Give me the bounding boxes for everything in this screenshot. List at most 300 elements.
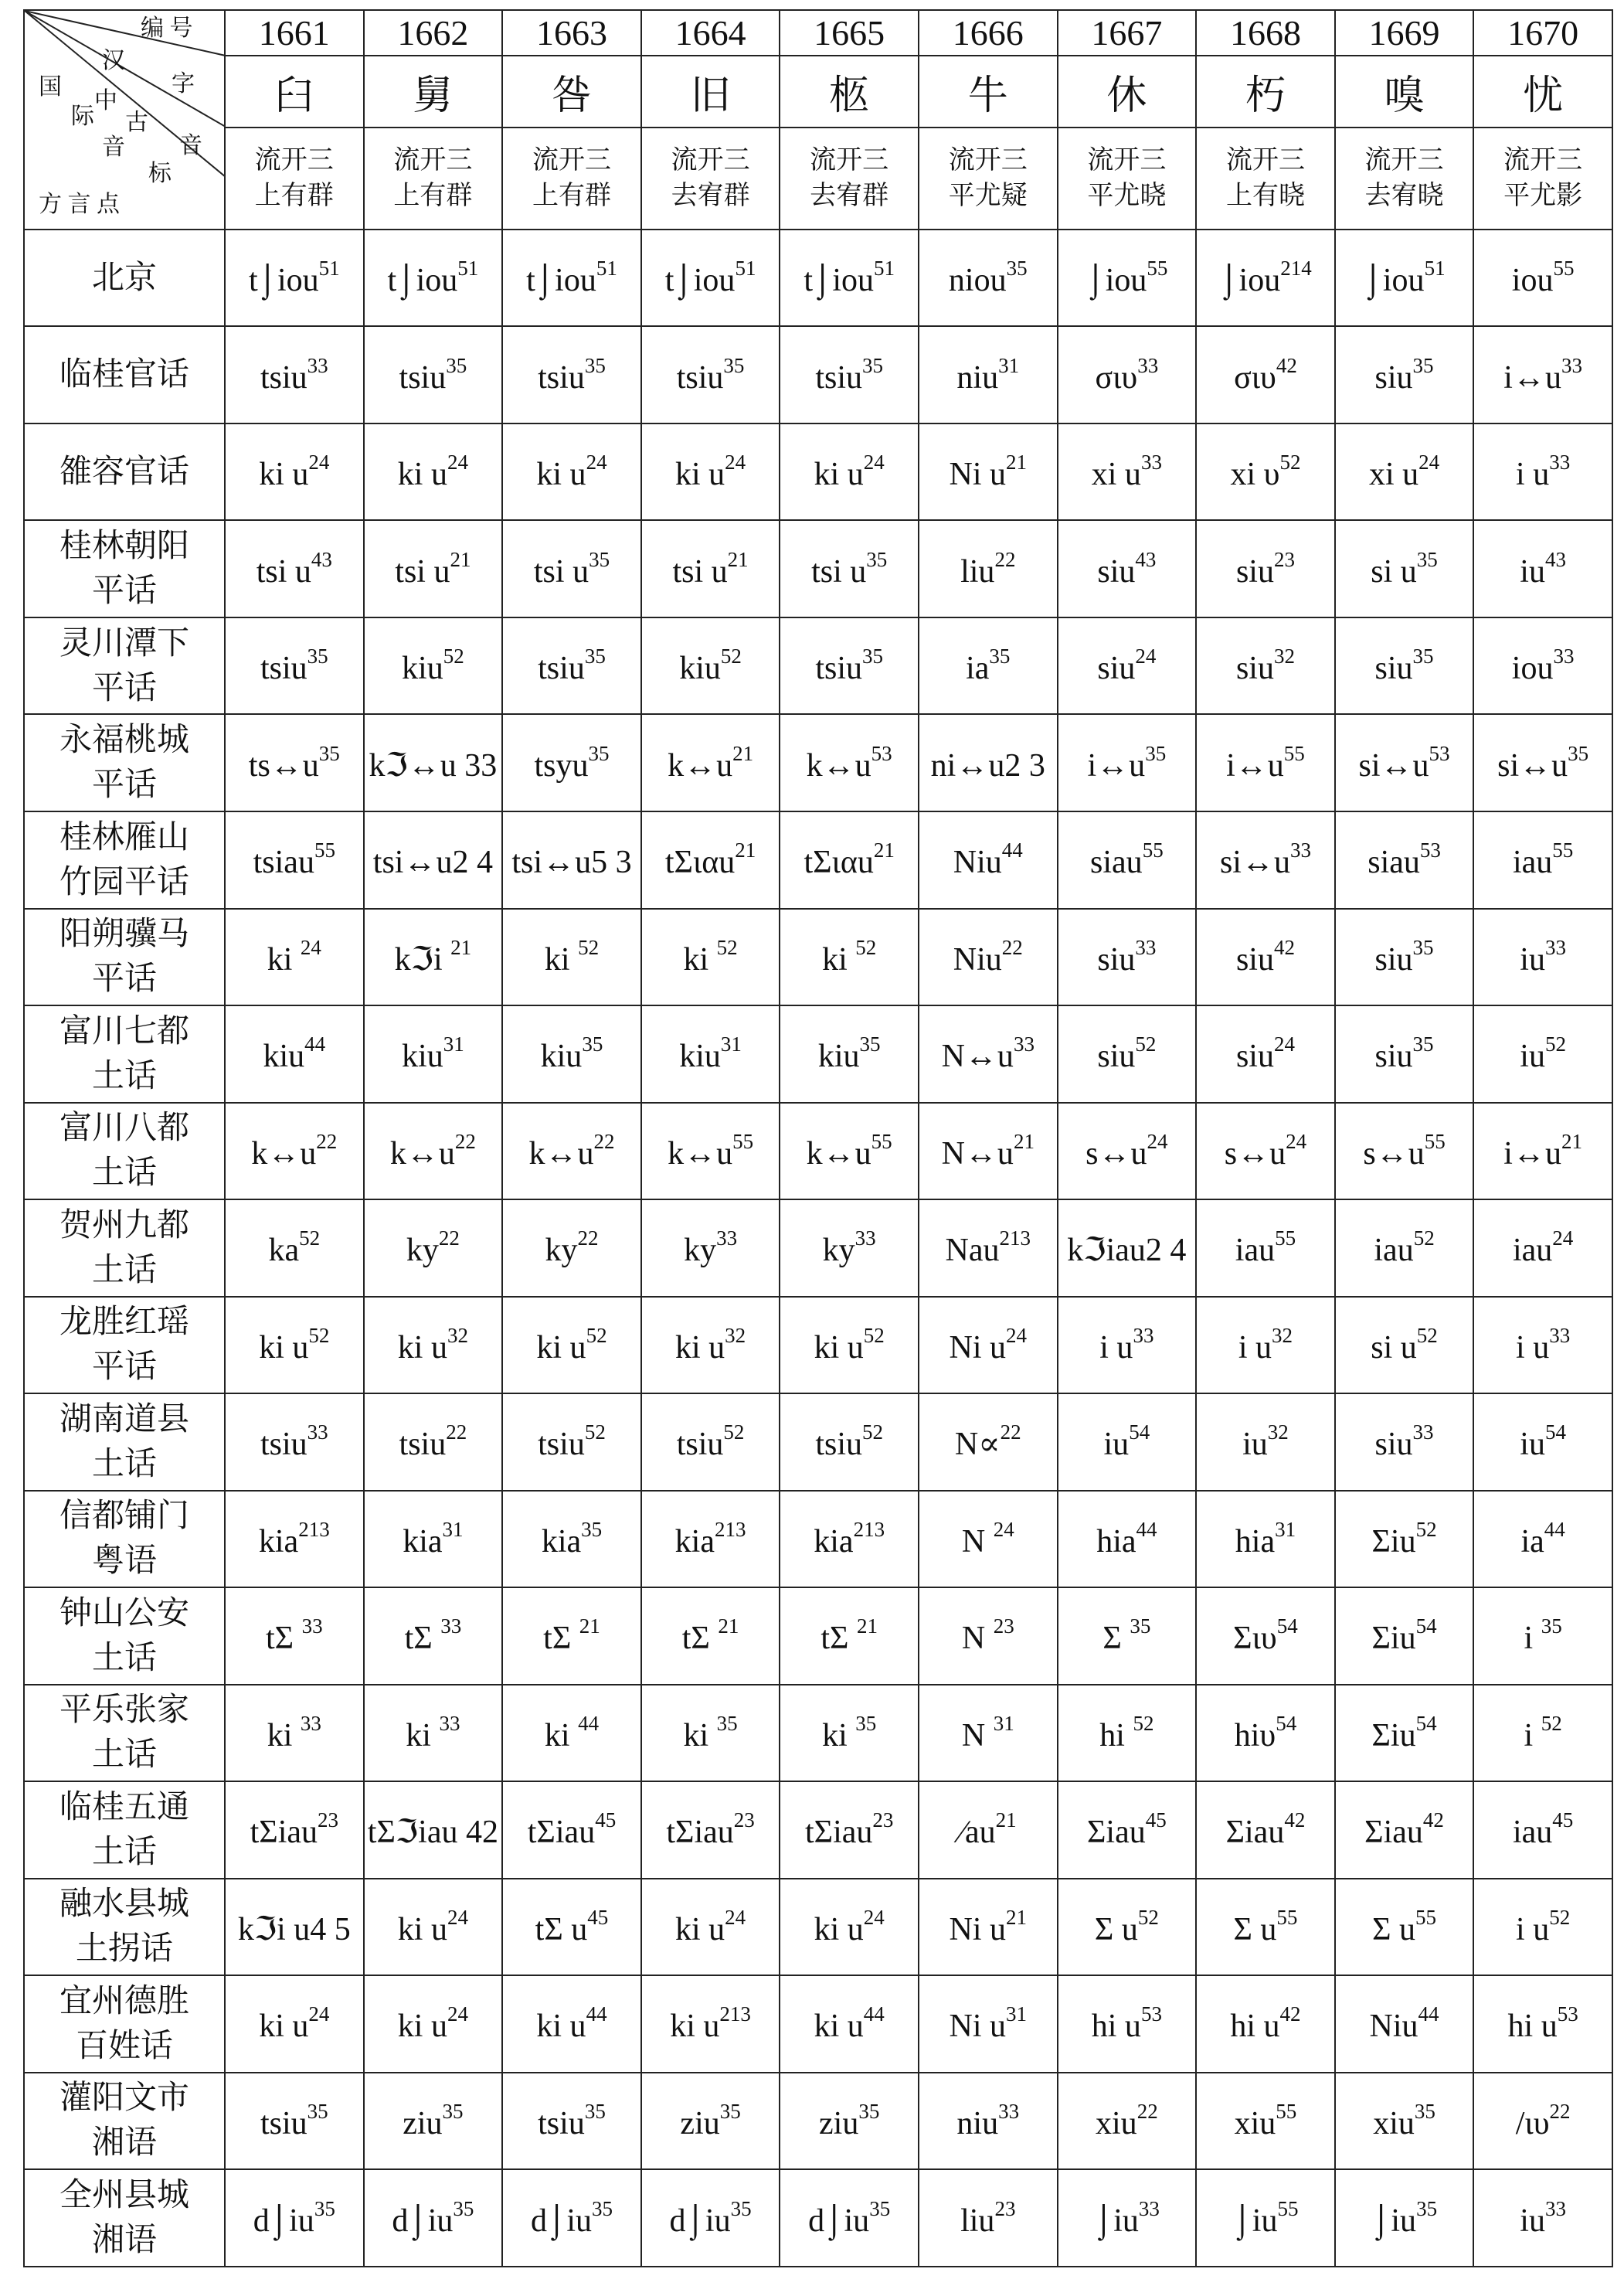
pronunciation-cell (502, 909, 641, 1006)
dialect-comparison-table (23, 9, 1613, 2267)
ipa-transcription: Σιυ (1233, 1621, 1277, 1657)
tone-value: 52 (1415, 1517, 1437, 1541)
pronunciation-cell (364, 1975, 503, 2073)
tone-value: 24 (1147, 1129, 1168, 1153)
table-row (24, 1491, 1612, 1588)
pronunciation-cell (1196, 1975, 1335, 2073)
ipa-transcription: ki u (259, 1329, 309, 1366)
tone-value: 23 (994, 2196, 1016, 2220)
pronunciation-cell (225, 1297, 364, 1394)
tone-value: 21 (450, 547, 471, 571)
tone-value: 53 (1419, 838, 1441, 862)
pronunciation-cell (780, 423, 919, 521)
ipa-transcription: tsiu (815, 1427, 863, 1463)
dialect-place-line: 土话 (91, 1155, 157, 1192)
ipa-transcription: ky (406, 1233, 439, 1269)
tone-value: 35 (592, 2196, 613, 2220)
pronunciation-cell (1196, 2073, 1335, 2170)
ipa-transcription: hia (1235, 1523, 1276, 1560)
ipa-transcription: xiu (1096, 2105, 1137, 2141)
tone-value: 33 (307, 1420, 328, 1444)
tone-value: 22 (593, 1129, 615, 1153)
tone-value: 23 (993, 1614, 1014, 1638)
ipa-transcription: tsiu (538, 651, 585, 687)
pronunciation-cell (1196, 1297, 1335, 1394)
pronunciation-cell (919, 1975, 1058, 2073)
pronunciation-cell (641, 1393, 780, 1491)
ipa-transcription: tsiu (260, 1427, 307, 1463)
ipa-transcription: siau (1090, 845, 1143, 881)
ipa-transcription: tsi u (672, 553, 728, 590)
tone-value: 44 (586, 2002, 607, 2026)
column-number: 1661 (225, 10, 364, 56)
character-row (24, 56, 1612, 128)
ipa-transcription: xi u (1368, 457, 1419, 493)
table-row (24, 520, 1612, 617)
pronunciation-cell (1335, 326, 1474, 423)
ipa-transcription: Niu (953, 941, 1002, 978)
pronunciation-cell (225, 2073, 364, 2170)
tone-value: 55 (1553, 257, 1575, 281)
tone-value: 33 (1013, 1032, 1035, 1056)
tone-value: 33 (1135, 935, 1157, 959)
dialect-place-line: 桂林朝阳 (59, 529, 189, 565)
pronunciation-cell (1058, 811, 1197, 909)
tone-value: 24 (993, 1517, 1014, 1541)
pronunciation-cell (641, 617, 780, 715)
ipa-transcription: i↔u (1503, 1135, 1561, 1172)
column-category (1196, 128, 1335, 230)
tone-value: 31 (442, 1517, 464, 1541)
ipa-transcription: s↔u (1363, 1135, 1425, 1172)
pronunciation-cell (1335, 1587, 1474, 1685)
pronunciation-cell (780, 1393, 919, 1491)
pronunciation-cell (780, 2073, 919, 2170)
pronunciation-cell (225, 617, 364, 715)
ipa-transcription: siu (1235, 651, 1274, 687)
column-character: 臼 (225, 56, 364, 128)
ipa-transcription: i u (1516, 1329, 1550, 1366)
ipa-transcription: liu (960, 2202, 995, 2239)
pronunciation-cell (1196, 1005, 1335, 1103)
ipa-transcription: ki u (259, 457, 309, 493)
tone-value: 35 (589, 547, 610, 571)
ipa-transcription: iu (1520, 1039, 1545, 1075)
category-line-1: 流开三 (1087, 145, 1167, 175)
dialect-place-line: 粤语 (91, 1543, 157, 1580)
table-row (24, 1199, 1612, 1297)
category-line-2: 平尤疑 (948, 181, 1028, 210)
pronunciation-cell (641, 714, 780, 811)
category-line-1: 流开三 (1225, 145, 1305, 175)
pronunciation-cell (1058, 1879, 1197, 1976)
ipa-transcription: ziu (403, 2105, 443, 2141)
ipa-transcription: si↔u (1358, 747, 1429, 784)
tone-value: 35 (723, 353, 745, 377)
pronunciation-cell (1473, 423, 1612, 521)
tone-value: 35 (858, 2099, 880, 2123)
ipa-transcription: Niu (1369, 2009, 1418, 2045)
tone-value: 52 (863, 1323, 885, 1347)
ipa-transcription: niu (956, 2105, 999, 2141)
tone-value: 22 (577, 1226, 599, 1250)
pronunciation-cell (641, 230, 780, 327)
tone-value: 52 (308, 1323, 330, 1347)
pronunciation-cell (364, 1587, 503, 1685)
tone-value: 24 (447, 1905, 468, 1929)
dialect-place-line: 土话 (91, 1737, 157, 1774)
pronunciation-cell (364, 714, 503, 811)
tone-value: 31 (720, 1032, 742, 1056)
pronunciation-cell (780, 1199, 919, 1297)
column-number: 1664 (641, 10, 780, 56)
pronunciation-cell (780, 230, 919, 327)
pronunciation-cell (780, 714, 919, 811)
tone-value: 32 (725, 1323, 746, 1347)
ipa-transcription: tsiu (399, 359, 447, 396)
dialect-place-cell (24, 2169, 225, 2267)
pronunciation-cell (1473, 1491, 1612, 1588)
dialect-place-cell (24, 1005, 225, 1103)
tone-value: 55 (871, 1129, 892, 1153)
tone-value: 51 (874, 257, 895, 281)
dialect-place-line: 融水县城 (59, 1886, 189, 1923)
tone-value: 24 (863, 451, 885, 475)
header-corner-cell (24, 10, 225, 230)
pronunciation-cell (364, 1781, 503, 1879)
pronunciation-cell (1058, 1975, 1197, 2073)
tone-value: 44 (578, 1711, 600, 1735)
column-category (364, 128, 503, 230)
tone-value: 33 (1133, 1323, 1154, 1347)
tone-value: 51 (735, 257, 756, 281)
tone-value: 21 (727, 547, 749, 571)
tone-value: 24 (1418, 451, 1440, 475)
tone-value: 35 (314, 2196, 335, 2220)
pronunciation-cell (641, 1975, 780, 2073)
ipa-transcription: Σiau (1225, 1815, 1285, 1851)
ipa-transcription: Niu (953, 845, 1002, 881)
ipa-transcription: siau (1367, 845, 1420, 881)
pronunciation-cell (1058, 714, 1197, 811)
ipa-transcription: tΣιαu (804, 845, 874, 881)
ipa-transcription: tΣiau (666, 1815, 734, 1851)
tone-value: 23 (318, 1808, 339, 1832)
column-number: 1670 (1473, 10, 1612, 56)
pronunciation-cell (364, 2073, 503, 2170)
ipa-transcription: tsiu (538, 2105, 585, 2141)
dialect-place-line: 土话 (91, 1252, 157, 1288)
pronunciation-cell (1473, 909, 1612, 1006)
tone-value: 33 (1412, 1420, 1434, 1444)
pronunciation-cell (780, 1005, 919, 1103)
corner-label-dialect: 方 言 点 (39, 192, 120, 217)
table-row (24, 1587, 1612, 1685)
ipa-transcription: ts↔u (248, 747, 319, 784)
pronunciation-cell (1196, 909, 1335, 1006)
corner-label-ipa-2: 际 (71, 104, 94, 129)
corner-label-ipa-1: 国 (39, 74, 62, 100)
ipa-transcription: iau (1374, 1233, 1414, 1269)
tone-value: 54 (1276, 1711, 1297, 1735)
ipa-transcription: siu (1374, 1039, 1413, 1075)
pronunciation-cell (641, 1297, 780, 1394)
tone-value: 31 (1006, 2002, 1028, 2026)
tone-value: 35 (584, 353, 606, 377)
pronunciation-cell (1335, 1199, 1474, 1297)
category-line-1: 流开三 (810, 145, 889, 175)
pronunciation-cell (1473, 1393, 1612, 1491)
ipa-transcription: kia (674, 1523, 715, 1560)
ipa-transcription: siu (1235, 553, 1274, 590)
ipa-transcription: si u (1371, 553, 1417, 590)
tone-value: 21 (873, 838, 895, 862)
corner-label-medieval-3: 音 (179, 133, 202, 158)
ipa-transcription: s↔u (1224, 1135, 1286, 1172)
tone-value: 55 (732, 1129, 754, 1153)
ipa-transcription: ki (267, 1717, 301, 1753)
ipa-transcription: tsi u (811, 553, 867, 590)
dialect-place-cell (24, 1587, 225, 1685)
pronunciation-cell (225, 811, 364, 909)
ipa-transcription: σιυ (1234, 359, 1276, 396)
pronunciation-cell (919, 230, 1058, 327)
ipa-transcription: tsiu (538, 359, 585, 396)
tone-value: 33 (1544, 2196, 1566, 2220)
tone-value: 45 (1552, 1808, 1574, 1832)
tone-value: 43 (1544, 547, 1566, 571)
ipa-transcription: kiu (817, 1039, 860, 1075)
pronunciation-cell (641, 1879, 780, 1976)
pronunciation-cell (780, 1297, 919, 1394)
tone-value: 35 (582, 1032, 603, 1056)
pronunciation-cell (1196, 1685, 1335, 1782)
pronunciation-cell (1196, 230, 1335, 327)
pronunciation-cell (502, 1781, 641, 1879)
ipa-transcription: xiu (1234, 2105, 1276, 2141)
tone-value: 33 (1140, 451, 1162, 475)
ipa-transcription: ki (406, 1717, 440, 1753)
ipa-transcription: Nau (945, 1233, 1000, 1269)
dialect-place-cell (24, 1393, 225, 1491)
ipa-transcription: ki u (397, 2009, 447, 2045)
pronunciation-cell (502, 2073, 641, 2170)
ipa-transcription: tΣ (543, 1621, 579, 1657)
ipa-transcription: ⌡iou (1219, 263, 1281, 299)
dialect-place-line: 信都铺门 (59, 1498, 189, 1535)
pronunciation-cell (641, 2073, 780, 2170)
tone-value: 55 (1276, 2099, 1297, 2123)
ipa-transcription: hia (1096, 1523, 1136, 1560)
column-character: 旧 (641, 56, 780, 128)
table-row (24, 1005, 1612, 1103)
dialect-place-cell (24, 1879, 225, 1976)
tone-value: 33 (1553, 645, 1575, 668)
pronunciation-cell (919, 1393, 1058, 1491)
column-category (225, 128, 364, 230)
pronunciation-cell (502, 230, 641, 327)
tone-value: 21 (718, 1614, 739, 1638)
ipa-transcription: ki u (814, 1911, 864, 1947)
pronunciation-cell (1335, 520, 1474, 617)
ipa-transcription: Σ u (1372, 1911, 1416, 1947)
table-row (24, 909, 1612, 1006)
pronunciation-cell (502, 423, 641, 521)
dialect-place-line: 钟山公安 (59, 1595, 189, 1631)
tone-value: 52 (299, 1226, 321, 1250)
ipa-transcription: tΣ (404, 1621, 441, 1657)
dialect-place-line: 北京 (91, 260, 157, 296)
ipa-transcription: siu (1097, 651, 1136, 687)
pronunciation-cell (1335, 909, 1474, 1006)
ipa-transcription: ki (822, 1717, 856, 1753)
pronunciation-cell (641, 1199, 780, 1297)
tone-value: 54 (1415, 1614, 1437, 1638)
pronunciation-cell (919, 2073, 1058, 2170)
table-row (24, 714, 1612, 811)
column-character: 休 (1058, 56, 1197, 128)
tone-value: 52 (1137, 1905, 1159, 1929)
table-row (24, 1103, 1612, 1200)
tone-value: 33 (439, 1711, 460, 1735)
ipa-transcription: t⌡iou (526, 263, 596, 299)
tone-value: 22 (446, 1420, 467, 1444)
pronunciation-cell (364, 1297, 503, 1394)
ipa-transcription: kℑiau2 4 (1067, 1233, 1187, 1269)
tone-value: 21 (1561, 1129, 1582, 1153)
dialect-place-cell (24, 1297, 225, 1394)
ipa-transcription: Σ (1102, 1621, 1130, 1657)
ipa-transcription: tΣiau (250, 1815, 318, 1851)
tone-value: 52 (1279, 451, 1301, 475)
tone-value: 35 (588, 741, 610, 765)
ipa-transcription: iou (1511, 263, 1554, 299)
tone-value: 213 (853, 1517, 885, 1541)
pronunciation-cell (780, 1879, 919, 1976)
tone-value: 214 (1280, 257, 1312, 281)
pronunciation-cell (225, 1199, 364, 1297)
pronunciation-cell (1058, 520, 1197, 617)
pronunciation-cell (641, 423, 780, 521)
ipa-transcription: ki u (674, 1329, 725, 1366)
pronunciation-cell (1473, 714, 1612, 811)
ipa-transcription: siu (1097, 941, 1136, 978)
ipa-transcription: ⌡iu (1371, 2202, 1417, 2239)
tone-value: 21 (995, 1808, 1017, 1832)
tone-value: 22 (1136, 2099, 1158, 2123)
dialect-place-cell (24, 1685, 225, 1782)
pronunciation-cell (641, 811, 780, 909)
dialect-place-line: 平话 (91, 1349, 157, 1386)
ipa-transcription: ki u (259, 2009, 309, 2045)
tone-value: 24 (1006, 1323, 1028, 1347)
pronunciation-cell (225, 1587, 364, 1685)
tone-value: 24 (1135, 645, 1157, 668)
ipa-transcription: tsiau (253, 845, 314, 881)
dialect-place-line: 阳朔骥马 (59, 917, 189, 953)
ipa-transcription: N (961, 1621, 994, 1657)
tone-value: 35 (1416, 2196, 1438, 2220)
ipa-transcription: t⌡iou (248, 263, 319, 299)
column-number: 1669 (1335, 10, 1474, 56)
ipa-transcription: tΣℑiau 42 (367, 1815, 498, 1851)
ipa-transcription: k↔u (251, 1135, 317, 1172)
tone-value: 52 (1416, 1323, 1438, 1347)
dialect-place-line: 灵川潭下 (59, 625, 189, 662)
tone-value: 52 (1133, 1711, 1154, 1735)
dialect-place-line: 湘语 (91, 2125, 157, 2162)
tone-value: 32 (1273, 645, 1295, 668)
ipa-transcription: ki (683, 1717, 717, 1753)
tone-value: 24 (586, 451, 607, 475)
dialect-place-line: 土话 (91, 1058, 157, 1094)
ipa-transcription: ki (544, 1717, 579, 1753)
column-category (1058, 128, 1197, 230)
ipa-transcription: kℑi (394, 941, 451, 978)
column-character: 嗅 (1335, 56, 1474, 128)
ipa-transcription: siu (1097, 553, 1136, 590)
ipa-transcription: tsiu (399, 1427, 447, 1463)
ipa-transcription: ki (822, 941, 856, 978)
tone-value: 35 (307, 645, 328, 668)
tone-value: 213 (999, 1226, 1031, 1250)
ipa-transcription: tsiu (260, 651, 307, 687)
ipa-transcription: tΣiau (527, 1815, 596, 1851)
ipa-transcription: ki u (397, 457, 447, 493)
pronunciation-cell (641, 1781, 780, 1879)
tone-value: 33 (1549, 451, 1571, 475)
tone-value: 23 (733, 1808, 755, 1832)
table-row (24, 2073, 1612, 2170)
dialect-place-line: 富川八都 (59, 1111, 189, 1147)
pronunciation-cell (1335, 1491, 1474, 1588)
ipa-transcription: ki u (670, 2009, 720, 2045)
pronunciation-cell (1335, 1879, 1474, 1976)
pronunciation-cell (919, 1297, 1058, 1394)
pronunciation-cell (1058, 1005, 1197, 1103)
dialect-place-cell (24, 230, 225, 327)
pronunciation-cell (225, 1781, 364, 1879)
tone-value: 35 (1130, 1614, 1151, 1638)
tone-value: 24 (1273, 1032, 1295, 1056)
tone-value: 35 (989, 645, 1011, 668)
pronunciation-cell (225, 1879, 364, 1976)
ipa-transcription: Σiau (1364, 1815, 1423, 1851)
column-character: 牛 (919, 56, 1058, 128)
pronunciation-cell (1473, 2169, 1612, 2267)
ipa-transcription: ki u (674, 1911, 725, 1947)
ipa-transcription: hi u (1230, 2009, 1280, 2045)
ipa-transcription: ki u (674, 457, 725, 493)
ipa-transcription: i↔u (1226, 747, 1284, 784)
ipa-transcription: siu (1374, 1427, 1413, 1463)
pronunciation-cell (502, 1587, 641, 1685)
ipa-transcription: k↔u (806, 747, 871, 784)
pronunciation-cell (780, 1975, 919, 2073)
pronunciation-cell (1196, 811, 1335, 909)
pronunciation-cell (1335, 230, 1474, 327)
column-character: 忧 (1473, 56, 1612, 128)
tone-value: 52 (855, 935, 877, 959)
ipa-transcription: Ni u (949, 1911, 1007, 1947)
ipa-transcription: ki u (536, 457, 586, 493)
table-row (24, 1297, 1612, 1394)
pronunciation-cell (1473, 1975, 1612, 2073)
category-line-1: 流开三 (948, 145, 1028, 175)
tone-value: 55 (1283, 741, 1305, 765)
tone-value: 35 (855, 1711, 877, 1735)
table-row (24, 811, 1612, 909)
